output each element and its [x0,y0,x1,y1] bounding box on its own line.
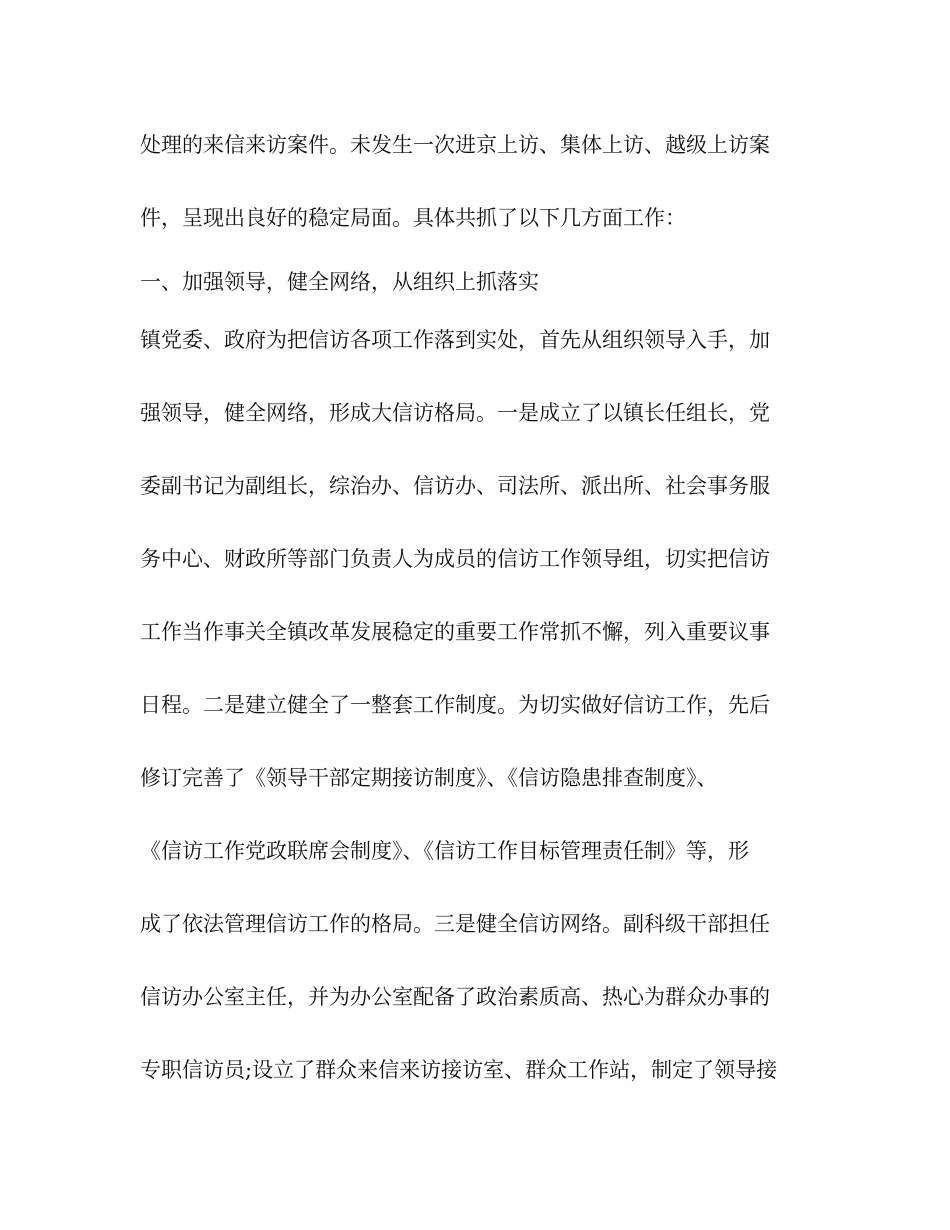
paragraph-line: 信访办公室主任，并为办公室配备了政治素质高、热心为群众办事的 [140,985,770,1009]
paragraph-line: 强领导，健全网络，形成大信访格局。一是成立了以镇长任组长，党 [140,401,770,425]
section-heading: 一、加强领导，健全网络，从组织上抓落实 [140,270,539,294]
paragraph-line: 工作当作事关全镇改革发展稳定的重要工作常抓不懈，列入重要议事 [140,620,770,644]
paragraph-line: 镇党委、政府为把信访各项工作落到实处，首先从组织领导入手，加 [140,328,770,352]
paragraph-line: 处理的来信来访案件。未发生一次进京上访、集体上访、越级上访案 [140,133,770,157]
paragraph-line: 委副书记为副组长，综治办、信访办、司法所、派出所、社会事务服 [140,474,770,498]
paragraph-line: 专职信访员;设立了群众来信来访接访室、群众工作站，制定了领导接 [140,1058,778,1082]
paragraph-line: 日程。二是建立健全了一整套工作制度。为切实做好信访工作，先后 [140,693,770,717]
paragraph-line: 成了依法管理信访工作的格局。三是健全信访网络。副科级干部担任 [140,912,770,936]
paragraph-line: 件，呈现出良好的稳定局面。具体共抓了以下几方面工作： [140,206,686,230]
paragraph-line: 修订完善了《领导干部定期接访制度》、《信访隐患排查制度》、 [140,766,718,790]
paragraph-line: 《信访工作党政联席会制度》、《信访工作目标管理责任制》等，形 [140,839,749,863]
paragraph-line: 务中心、财政所等部门负责人为成员的信访工作领导组，切实把信访 [140,547,770,571]
